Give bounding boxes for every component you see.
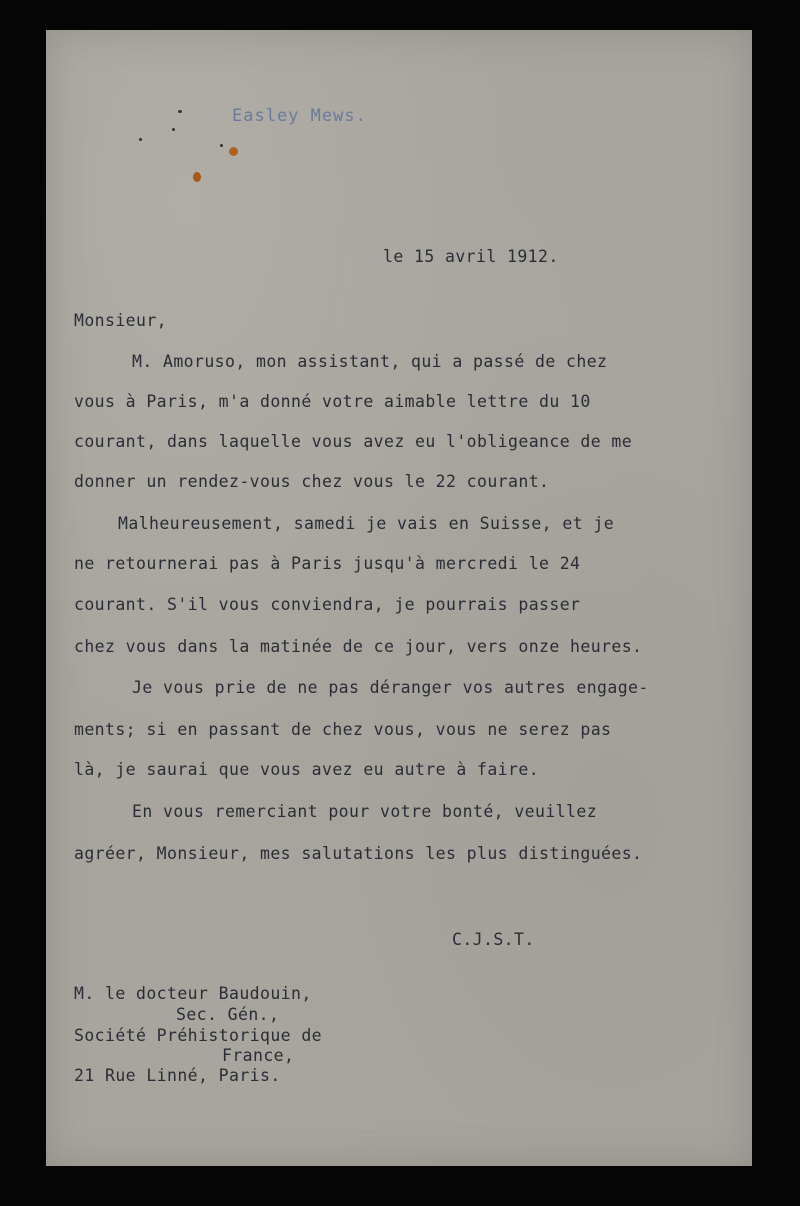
letterhead: Easley Mews.	[232, 106, 367, 126]
ink-speck	[220, 144, 223, 147]
rust-stain	[229, 147, 238, 156]
body-line: là, je saurai que vous avez eu autre à faire.	[74, 760, 540, 779]
body-line: chez vous dans la matinée de ce jour, vers onze heures.	[74, 637, 643, 656]
ink-speck	[139, 138, 142, 141]
letter-page	[46, 30, 752, 1166]
signature: C.J.S.T.	[452, 930, 535, 949]
body-line: M. Amoruso, mon assistant, qui a passé de chez	[132, 352, 608, 371]
body-line: vous à Paris, m'a donné votre aimable lettre du 10	[74, 392, 591, 411]
rust-stain	[193, 172, 201, 182]
address-line: Sec. Gén.,	[176, 1005, 280, 1024]
body-line: Je vous prie de ne pas déranger vos autres engage-	[132, 678, 649, 697]
address-line: M. le docteur Baudouin,	[74, 984, 312, 1003]
salutation: Monsieur,	[74, 311, 168, 330]
body-line: donner un rendez-vous chez vous le 22 courant.	[74, 472, 550, 491]
body-line: agréer, Monsieur, mes salutations les plus distinguées.	[74, 844, 643, 863]
body-line: En vous remerciant pour votre bonté, veuillez	[132, 802, 598, 821]
body-line: ments; si en passant de chez vous, vous ne serez pas	[74, 720, 612, 739]
ink-speck	[172, 128, 175, 131]
body-line: ne retournerai pas à Paris jusqu'à mercredi le 24	[74, 554, 581, 573]
letter-date: le 15 avril 1912.	[383, 247, 559, 266]
body-line: courant. S'il vous conviendra, je pourrais passer	[74, 595, 581, 614]
body-line: Malheureusement, samedi je vais en Suisse, et je	[118, 514, 615, 533]
address-line: 21 Rue Linné, Paris.	[74, 1066, 281, 1085]
body-line: courant, dans laquelle vous avez eu l'obligeance de me	[74, 432, 633, 451]
ink-speck	[178, 110, 182, 113]
address-line: Société Préhistorique de	[74, 1026, 323, 1045]
address-line: France,	[222, 1046, 295, 1065]
